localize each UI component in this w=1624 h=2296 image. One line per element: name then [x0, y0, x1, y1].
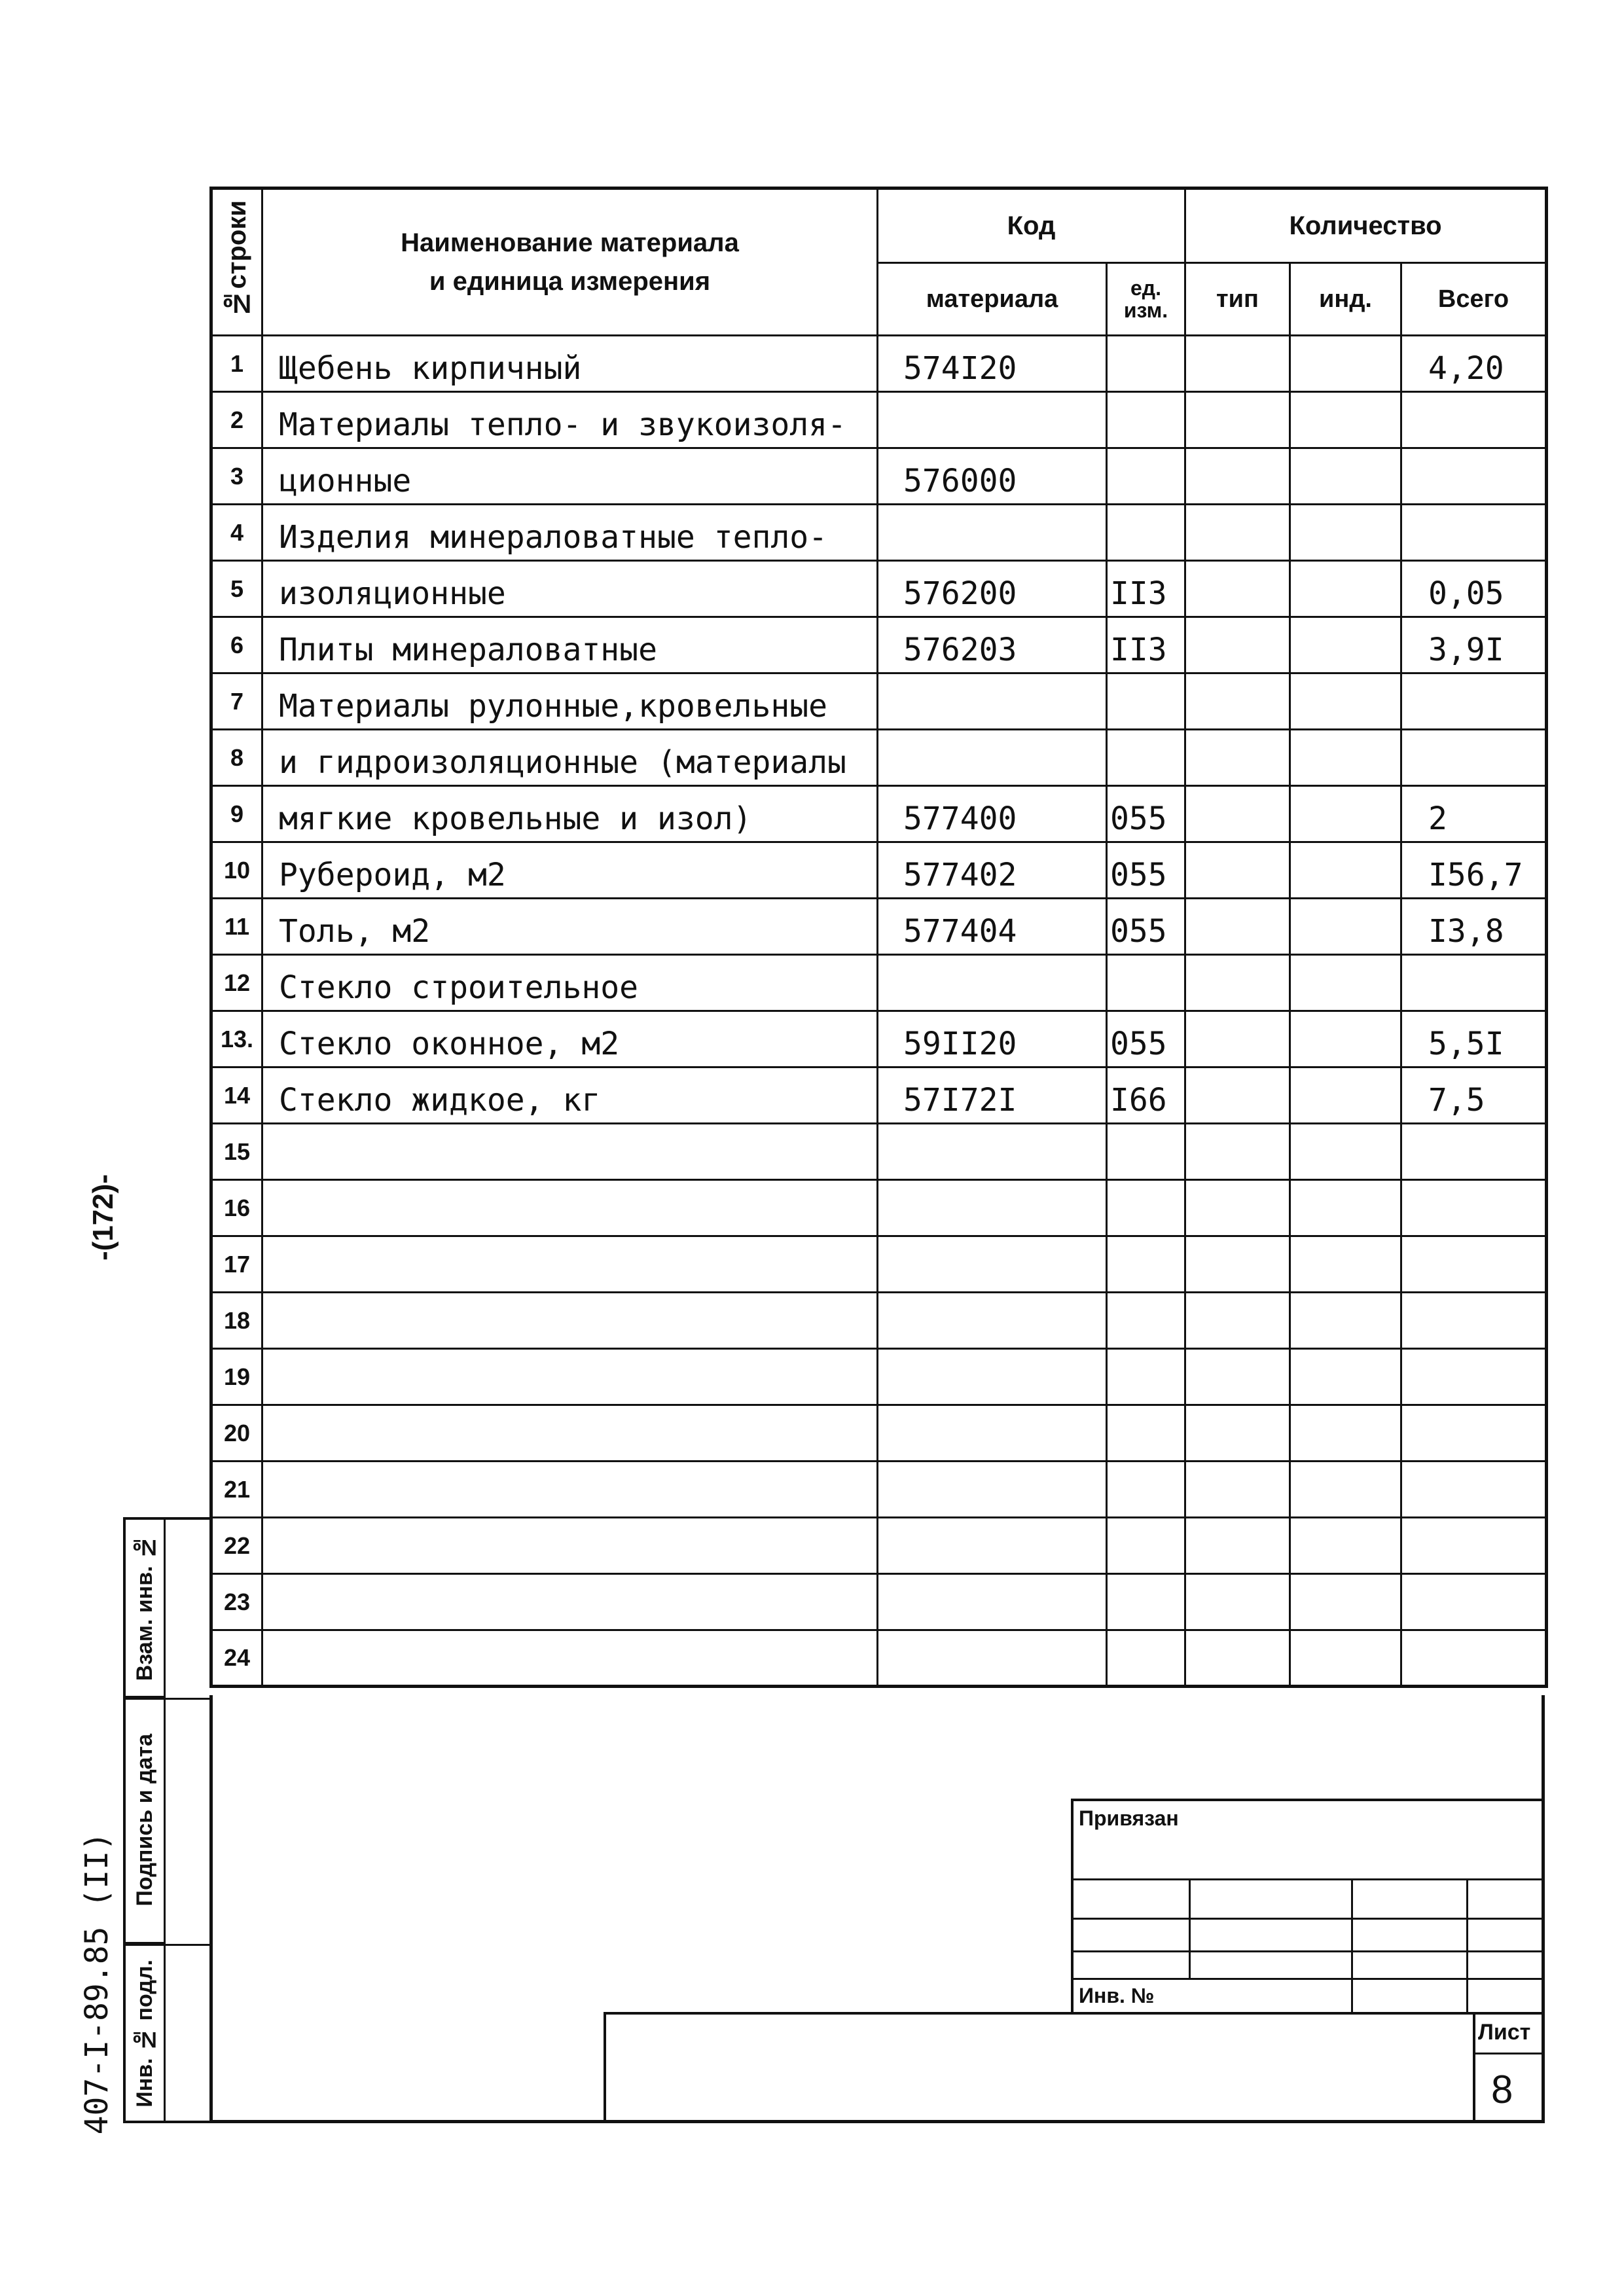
- material-code-cell: [878, 1518, 1107, 1574]
- material-code-cell: [878, 1236, 1107, 1293]
- material-name-cell: Плиты минераловатные: [262, 617, 878, 673]
- row-number-cell: 5: [211, 561, 262, 617]
- unit-code-cell: [1107, 505, 1185, 561]
- material-name-cell: [262, 1124, 878, 1180]
- qty-ind-cell: [1290, 899, 1401, 955]
- qty-ind-cell: [1290, 786, 1401, 842]
- material-name-cell: Щебень кирпичный: [262, 336, 878, 392]
- unit-code-cell: [1107, 336, 1185, 392]
- material-name-cell: и гидроизоляционные (материалы: [262, 730, 878, 786]
- qty-ind-cell: [1290, 561, 1401, 617]
- qty-type-cell: [1185, 392, 1290, 448]
- unit-code-cell: [1107, 1180, 1185, 1236]
- table-row: [211, 899, 1547, 955]
- row-number-cell: 10: [211, 842, 262, 899]
- title-block: [1071, 1799, 1545, 2012]
- qty-type-cell: [1185, 1067, 1290, 1124]
- stamps-separator: [126, 1944, 209, 1946]
- stamp-inv-podl: [126, 1944, 164, 2123]
- approval-stamps: [123, 1517, 209, 2123]
- material-name-cell: Стекло строительное: [262, 955, 878, 1011]
- stamps-divider: [164, 1520, 166, 2121]
- qty-total-cell: 7,5: [1401, 1067, 1547, 1124]
- title-block-col: [1466, 1878, 1468, 2012]
- qty-total-cell: I3,8: [1401, 899, 1547, 955]
- qty-ind-cell: [1290, 1067, 1401, 1124]
- material-code-cell: [878, 1349, 1107, 1405]
- page-mark: [77, 1139, 130, 1296]
- material-code-cell: [878, 1180, 1107, 1236]
- material-code-cell: [878, 1405, 1107, 1462]
- qty-total-cell: 4,20: [1401, 336, 1547, 392]
- qty-total-cell: 0,05: [1401, 561, 1547, 617]
- table-row: [211, 1124, 1547, 1180]
- row-number-cell: 19: [211, 1349, 262, 1405]
- material-code-cell: 577402: [878, 842, 1107, 899]
- code-group-header: Код: [878, 188, 1185, 263]
- row-number-cell: 7: [211, 673, 262, 730]
- qty-total-cell: [1401, 1124, 1547, 1180]
- qty-total-cell: [1401, 448, 1547, 505]
- qty-type-cell: [1185, 1518, 1290, 1574]
- qty-total-cell: [1401, 1236, 1547, 1293]
- table-row: [211, 730, 1547, 786]
- title-block-col: [1351, 1878, 1353, 2012]
- table-row: [211, 1349, 1547, 1405]
- qty-type-cell: [1185, 842, 1290, 899]
- row-number-cell: 14: [211, 1067, 262, 1124]
- material-name-cell: Материалы рулонные,кровельные: [262, 673, 878, 730]
- qty-total-cell: [1401, 1462, 1547, 1518]
- material-name-cell: [262, 1405, 878, 1462]
- row-number-cell: 12: [211, 955, 262, 1011]
- material-name-cell: [262, 1180, 878, 1236]
- title-block-line: [1074, 1978, 1545, 1980]
- qty-type-cell: [1185, 673, 1290, 730]
- unit-code-cell: [1107, 1630, 1185, 1687]
- qty-type-cell: [1185, 1405, 1290, 1462]
- qty-total-cell: 3,9I: [1401, 617, 1547, 673]
- qty-type-header: тип: [1185, 263, 1290, 336]
- material-code-cell: [878, 955, 1107, 1011]
- qty-ind-cell: [1290, 1011, 1401, 1067]
- qty-total-cell: [1401, 1405, 1547, 1462]
- material-name-cell: Толь, м2: [262, 899, 878, 955]
- material-code-cell: 574I20: [878, 336, 1107, 392]
- qty-type-cell: [1185, 448, 1290, 505]
- row-number-header-label: №строки: [222, 200, 251, 318]
- material-name-cell: изоляционные: [262, 561, 878, 617]
- materials-table: [209, 187, 1548, 1688]
- title-block-line: [1074, 1950, 1545, 1952]
- qty-ind-cell: [1290, 1518, 1401, 1574]
- table-row: [211, 617, 1547, 673]
- material-code-cell: 576200: [878, 561, 1107, 617]
- material-name-cell: мягкие кровельные и изол): [262, 786, 878, 842]
- material-name-cell: [262, 1630, 878, 1687]
- unit-code-cell: II3: [1107, 561, 1185, 617]
- document-code: [77, 1826, 117, 2140]
- material-name-cell: [262, 1518, 878, 1574]
- qty-type-cell: [1185, 561, 1290, 617]
- qty-ind-cell: [1290, 392, 1401, 448]
- unit-code-cell: [1107, 1236, 1185, 1293]
- row-number-cell: 13.: [211, 1011, 262, 1067]
- table-row: [211, 1405, 1547, 1462]
- row-number-cell: 15: [211, 1124, 262, 1180]
- qty-type-cell: [1185, 1349, 1290, 1405]
- qty-type-cell: [1185, 955, 1290, 1011]
- qty-total-cell: [1401, 673, 1547, 730]
- qty-ind-cell: [1290, 1349, 1401, 1405]
- qty-type-cell: [1185, 1293, 1290, 1349]
- qty-total-cell: I56,7: [1401, 842, 1547, 899]
- material-code-cell: [878, 730, 1107, 786]
- qty-total-cell: [1401, 1518, 1547, 1574]
- qty-total-header: Всего: [1401, 263, 1547, 336]
- table-row: [211, 1574, 1547, 1630]
- unit-code-cell: I66: [1107, 1067, 1185, 1124]
- unit-code-cell: [1107, 1574, 1185, 1630]
- material-name-cell: [262, 1293, 878, 1349]
- qty-ind-cell: [1290, 730, 1401, 786]
- material-code-cell: [878, 1630, 1107, 1687]
- qty-ind-cell: [1290, 1630, 1401, 1687]
- qty-type-cell: [1185, 1011, 1290, 1067]
- title-block-inv-no: Инв. №: [1079, 1984, 1155, 2007]
- qty-total-cell: [1401, 1574, 1547, 1630]
- stamp-signature-date-label: Подпись и дата: [132, 1733, 157, 1907]
- material-code-cell: 57I72I: [878, 1067, 1107, 1124]
- qty-total-cell: [1401, 1630, 1547, 1687]
- qty-total-cell: [1401, 955, 1547, 1011]
- qty-ind-cell: [1290, 1293, 1401, 1349]
- qty-ind-cell: [1290, 505, 1401, 561]
- material-code-cell: 576203: [878, 617, 1107, 673]
- sheet-number: 8: [1491, 2068, 1513, 2111]
- material-code-cell: 59II20: [878, 1011, 1107, 1067]
- qty-type-cell: [1185, 1236, 1290, 1293]
- unit-code-cell: 055: [1107, 899, 1185, 955]
- unit-code-cell: 055: [1107, 842, 1185, 899]
- material-code-cell: 577400: [878, 786, 1107, 842]
- material-name-cell: Стекло жидкое, кг: [262, 1067, 878, 1124]
- row-number-cell: 22: [211, 1518, 262, 1574]
- qty-ind-cell: [1290, 1405, 1401, 1462]
- qty-type-cell: [1185, 1574, 1290, 1630]
- row-number-cell: 9: [211, 786, 262, 842]
- material-name-cell: ционные: [262, 448, 878, 505]
- material-name-cell: Рубероид, м2: [262, 842, 878, 899]
- material-name-header-line1: Наименование материала: [401, 228, 739, 257]
- table-row: [211, 1180, 1547, 1236]
- unit-code-cell: [1107, 1124, 1185, 1180]
- table-row: [211, 786, 1547, 842]
- qty-total-cell: [1401, 392, 1547, 448]
- table-row: [211, 842, 1547, 899]
- table-row: [211, 561, 1547, 617]
- material-code-cell: [878, 673, 1107, 730]
- unit-code-cell: [1107, 1293, 1185, 1349]
- qty-type-cell: [1185, 1462, 1290, 1518]
- qty-ind-cell: [1290, 1180, 1401, 1236]
- row-number-cell: 21: [211, 1462, 262, 1518]
- qty-ind-cell: [1290, 842, 1401, 899]
- qty-total-cell: 5,5I: [1401, 1011, 1547, 1067]
- qty-type-cell: [1185, 336, 1290, 392]
- unit-code-cell: [1107, 448, 1185, 505]
- qty-type-cell: [1185, 1630, 1290, 1687]
- row-number-cell: 18: [211, 1293, 262, 1349]
- materials-table-body: [211, 336, 1547, 1687]
- unit-code-cell: [1107, 1349, 1185, 1405]
- qty-ind-cell: [1290, 1124, 1401, 1180]
- row-number-cell: 3: [211, 448, 262, 505]
- material-code-cell: [878, 1462, 1107, 1518]
- unit-code-cell: [1107, 1518, 1185, 1574]
- qty-ind-cell: [1290, 1574, 1401, 1630]
- stamp-signature-date: [126, 1698, 164, 1944]
- row-number-cell: 4: [211, 505, 262, 561]
- code-material-header: материала: [878, 263, 1107, 336]
- table-row: [211, 392, 1547, 448]
- qty-total-cell: [1401, 1349, 1547, 1405]
- sheet-number-box: [1473, 2015, 1545, 2123]
- row-number-cell: 20: [211, 1405, 262, 1462]
- unit-code-cell: 055: [1107, 1011, 1185, 1067]
- material-name-cell: Материалы тепло- и звукоизоля-: [262, 392, 878, 448]
- material-code-cell: [878, 1293, 1107, 1349]
- unit-code-cell: 055: [1107, 786, 1185, 842]
- table-row: [211, 505, 1547, 561]
- row-number-cell: 17: [211, 1236, 262, 1293]
- qty-type-cell: [1185, 730, 1290, 786]
- unit-code-cell: [1107, 673, 1185, 730]
- table-row: [211, 1236, 1547, 1293]
- table-row: [211, 448, 1547, 505]
- qty-type-cell: [1185, 505, 1290, 561]
- material-code-cell: 577404: [878, 899, 1107, 955]
- unit-code-cell: [1107, 392, 1185, 448]
- material-name-header-line2: и единица измерения: [429, 266, 711, 296]
- table-row: [211, 1518, 1547, 1574]
- table-row: [211, 955, 1547, 1011]
- title-block-line: [1074, 1918, 1545, 1920]
- material-code-cell: [878, 1124, 1107, 1180]
- stamp-vzam-inv: [126, 1520, 164, 1698]
- stamp-inv-podl-label: Инв. № подл.: [132, 1960, 157, 2108]
- sheet-label: Лист: [1478, 2020, 1531, 2045]
- qty-total-cell: [1401, 730, 1547, 786]
- material-name-header: [262, 188, 878, 336]
- row-number-cell: 6: [211, 617, 262, 673]
- qty-ind-cell: [1290, 617, 1401, 673]
- unit-code-cell: [1107, 1462, 1185, 1518]
- unit-code-cell: [1107, 955, 1185, 1011]
- qty-total-cell: [1401, 1180, 1547, 1236]
- code-unit-header-line1: ед.: [1130, 276, 1161, 300]
- material-name-cell: [262, 1349, 878, 1405]
- title-block-privyazan: Привязан: [1079, 1806, 1179, 1830]
- table-row: [211, 673, 1547, 730]
- table-row: [211, 1462, 1547, 1518]
- stamp-vzam-inv-label: Взам. инв. №: [132, 1534, 157, 1681]
- material-name-cell: Изделия минераловатные тепло-: [262, 505, 878, 561]
- unit-code-cell: [1107, 1405, 1185, 1462]
- code-unit-header: [1107, 263, 1185, 336]
- qty-ind-cell: [1290, 1462, 1401, 1518]
- material-name-cell: [262, 1462, 878, 1518]
- quantity-group-header: Количество: [1185, 188, 1547, 263]
- qty-ind-cell: [1290, 955, 1401, 1011]
- material-code-cell: [878, 505, 1107, 561]
- row-number-cell: 8: [211, 730, 262, 786]
- qty-total-cell: 2: [1401, 786, 1547, 842]
- row-number-cell: 11: [211, 899, 262, 955]
- material-name-cell: [262, 1236, 878, 1293]
- qty-ind-cell: [1290, 336, 1401, 392]
- code-unit-header-line2: изм.: [1123, 298, 1168, 322]
- main-stamp-box: [604, 2012, 1545, 2123]
- document-code-text: 407-I-89.85 (II): [79, 1831, 115, 2135]
- row-number-cell: 1: [211, 336, 262, 392]
- material-code-cell: [878, 1574, 1107, 1630]
- page-mark-text: -(172)-: [87, 1174, 119, 1261]
- table-row: [211, 1011, 1547, 1067]
- unit-code-cell: II3: [1107, 617, 1185, 673]
- qty-ind-cell: [1290, 1236, 1401, 1293]
- row-number-cell: 23: [211, 1574, 262, 1630]
- table-row: [211, 336, 1547, 392]
- table-row: [211, 1067, 1547, 1124]
- row-number-header: [211, 188, 262, 336]
- material-name-cell: [262, 1574, 878, 1630]
- qty-type-cell: [1185, 786, 1290, 842]
- table-row: [211, 1630, 1547, 1687]
- row-number-cell: 16: [211, 1180, 262, 1236]
- qty-type-cell: [1185, 1124, 1290, 1180]
- stamps-separator: [126, 1698, 209, 1700]
- row-number-cell: 2: [211, 392, 262, 448]
- qty-type-cell: [1185, 1180, 1290, 1236]
- qty-total-cell: [1401, 505, 1547, 561]
- row-number-cell: 24: [211, 1630, 262, 1687]
- title-block-col: [1189, 1878, 1191, 1978]
- table-row: [211, 1293, 1547, 1349]
- qty-ind-header: инд.: [1290, 263, 1401, 336]
- qty-ind-cell: [1290, 448, 1401, 505]
- title-block-line: [1074, 1878, 1545, 1880]
- unit-code-cell: [1107, 730, 1185, 786]
- material-name-cell: Стекло оконное, м2: [262, 1011, 878, 1067]
- qty-ind-cell: [1290, 673, 1401, 730]
- material-code-cell: [878, 392, 1107, 448]
- material-code-cell: 576000: [878, 448, 1107, 505]
- sheet-separator: [1475, 2053, 1545, 2054]
- qty-type-cell: [1185, 899, 1290, 955]
- qty-type-cell: [1185, 617, 1290, 673]
- qty-total-cell: [1401, 1293, 1547, 1349]
